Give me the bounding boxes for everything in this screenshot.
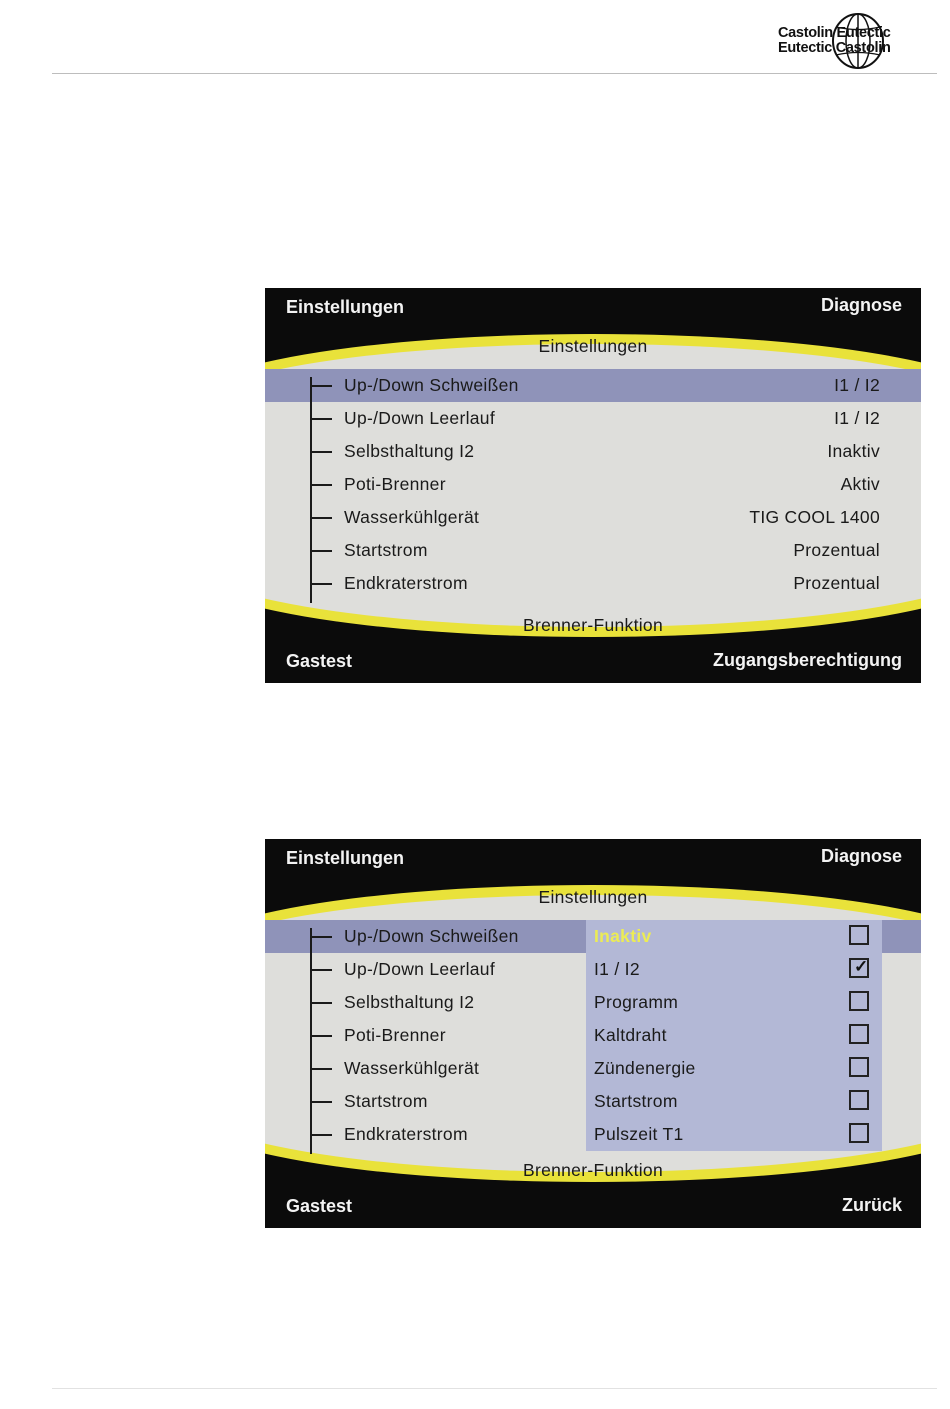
row-label: Selbsthaltung I2 bbox=[344, 992, 475, 1012]
option-label: Zündenergie bbox=[594, 1058, 696, 1078]
row-value: I1 / I2 bbox=[834, 408, 880, 428]
option-checkbox[interactable] bbox=[849, 1090, 869, 1110]
row-label: Wasserkühlgerät bbox=[344, 1058, 480, 1078]
tree-line bbox=[310, 377, 312, 603]
list-item[interactable] bbox=[265, 369, 921, 402]
row-label: Startstrom bbox=[344, 540, 428, 560]
screen-title: Einstellungen bbox=[538, 336, 648, 356]
softkey-bottom-left[interactable]: Gastest bbox=[286, 1196, 353, 1216]
row-label: Selbsthaltung I2 bbox=[344, 441, 475, 461]
row-label: Poti-Brenner bbox=[344, 1025, 446, 1045]
option-checkbox[interactable] bbox=[849, 1057, 869, 1077]
dropdown-option[interactable] bbox=[586, 1052, 882, 1085]
dropdown-option[interactable] bbox=[586, 1118, 882, 1151]
option-checkbox[interactable] bbox=[849, 1123, 869, 1143]
list-item[interactable] bbox=[265, 567, 921, 600]
list-item[interactable] bbox=[265, 501, 921, 534]
softkey-bottom-right[interactable]: Zugangsberechtigung bbox=[713, 650, 902, 670]
option-label: I1 / I2 bbox=[594, 959, 640, 979]
options-dropdown bbox=[586, 920, 882, 1151]
section-footer-title: Brenner-Funktion bbox=[522, 615, 663, 635]
row-label: Up-/Down Leerlauf bbox=[344, 408, 496, 428]
option-checkbox[interactable] bbox=[849, 925, 869, 945]
softkey-bottom-left[interactable]: Gastest bbox=[286, 651, 353, 671]
company-logo bbox=[778, 12, 936, 70]
footer-divider bbox=[52, 1388, 937, 1389]
settings-screen-dropdown bbox=[265, 839, 921, 1228]
option-label: Pulszeit T1 bbox=[594, 1124, 684, 1144]
row-label: Poti-Brenner bbox=[344, 474, 446, 494]
dropdown-option[interactable] bbox=[586, 920, 882, 953]
header-divider bbox=[52, 73, 937, 74]
dropdown-option[interactable] bbox=[586, 953, 882, 986]
row-value: Prozentual bbox=[793, 540, 880, 560]
softkey-bottom-right[interactable]: Zurück bbox=[841, 1195, 902, 1215]
row-label: Startstrom bbox=[344, 1091, 428, 1111]
row-label: Up-/Down Schweißen bbox=[344, 375, 519, 395]
option-checkbox[interactable] bbox=[849, 991, 869, 1011]
softkey-top-right[interactable]: Diagnose bbox=[820, 846, 902, 866]
list-item[interactable] bbox=[265, 468, 921, 501]
row-value: I1 / I2 bbox=[834, 375, 880, 395]
settings-screen bbox=[265, 288, 921, 683]
option-label: Startstrom bbox=[594, 1091, 678, 1111]
row-label: Up-/Down Leerlauf bbox=[344, 959, 496, 979]
row-value: Aktiv bbox=[840, 474, 880, 494]
logo-line-1: Castolin Eutectic bbox=[778, 25, 891, 41]
list-item[interactable] bbox=[265, 435, 921, 468]
softkey-top-left[interactable]: Einstellungen bbox=[286, 297, 405, 317]
checkmark-icon: ✓ bbox=[854, 957, 869, 976]
row-label: Up-/Down Schweißen bbox=[344, 926, 519, 946]
option-label: Programm bbox=[594, 992, 679, 1012]
row-label: Wasserkühlgerät bbox=[344, 507, 480, 527]
settings-list bbox=[265, 369, 921, 600]
row-value: Prozentual bbox=[793, 573, 880, 593]
dropdown-option[interactable] bbox=[586, 1085, 882, 1118]
option-label: Kaltdraht bbox=[594, 1025, 667, 1045]
row-label: Endkraterstrom bbox=[344, 573, 468, 593]
screen-title: Einstellungen bbox=[538, 887, 648, 907]
row-value: TIG COOL 1400 bbox=[749, 507, 880, 527]
list-item[interactable] bbox=[265, 402, 921, 435]
dropdown-option[interactable] bbox=[586, 1019, 882, 1052]
logo-line-2: Eutectic Castolin bbox=[778, 40, 891, 56]
list-item[interactable] bbox=[265, 534, 921, 567]
option-checkbox[interactable] bbox=[849, 958, 869, 978]
softkey-top-left[interactable]: Einstellungen bbox=[286, 848, 405, 868]
tree-line bbox=[310, 928, 312, 1154]
row-label: Endkraterstrom bbox=[344, 1124, 468, 1144]
option-label: Inaktiv bbox=[594, 926, 652, 946]
softkey-top-right[interactable]: Diagnose bbox=[820, 295, 902, 315]
section-footer-title: Brenner-Funktion bbox=[522, 1160, 663, 1180]
row-value: Inaktiv bbox=[827, 441, 880, 461]
option-checkbox[interactable] bbox=[849, 1024, 869, 1044]
dropdown-option[interactable] bbox=[586, 986, 882, 1019]
